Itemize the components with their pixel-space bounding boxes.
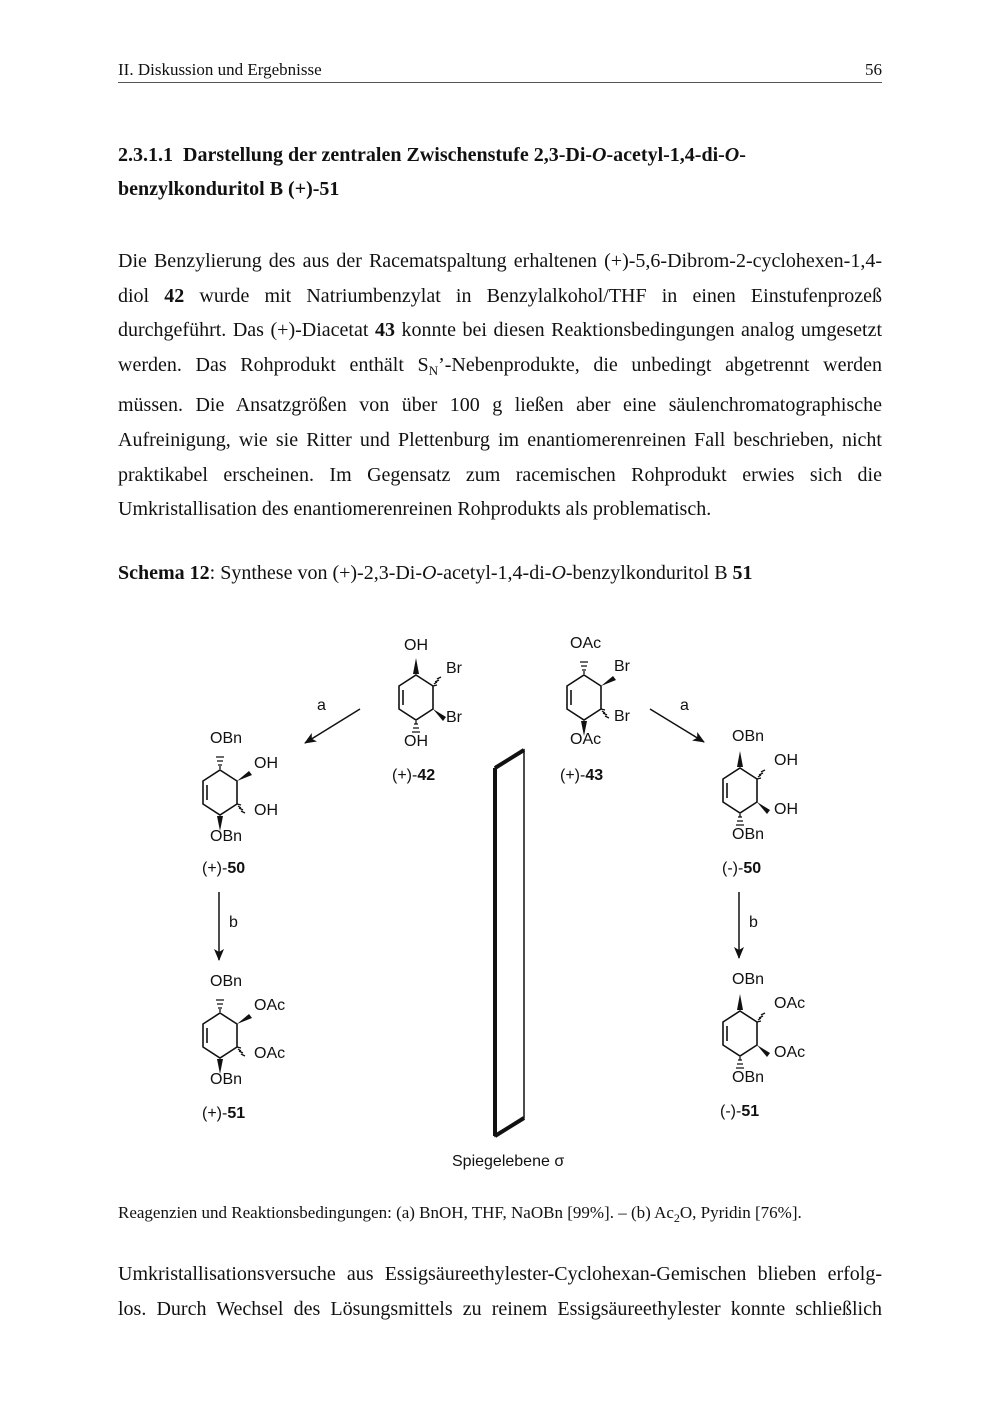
arrow-b-right	[739, 892, 758, 958]
reaction-scheme	[0, 600, 1000, 1180]
label-r2: OAc	[254, 1045, 286, 1062]
label-top: OAc	[570, 635, 602, 652]
label-r1: Br	[446, 660, 462, 677]
compound-label: (+)-42	[392, 767, 436, 784]
label-bottom: OH	[404, 733, 428, 750]
label-bottom: OAc	[570, 731, 602, 748]
ring-minus-51	[723, 994, 770, 1068]
arrow-label: b	[749, 914, 758, 931]
label-r1: OAc	[774, 995, 806, 1012]
ring-43	[567, 662, 616, 736]
compound-plus-51	[202, 973, 285, 1122]
label-r2: OH	[254, 802, 278, 819]
label-bottom: OBn	[210, 1071, 243, 1088]
label-bottom: OBn	[732, 1069, 765, 1086]
label-r2: OAc	[774, 1044, 806, 1061]
reagents-note: Reagenzien und Reaktionsbedingungen: (a) BnOH, THF, NaOBn [99%]. – (b) $Ac_2O$, Pyridin [76%].	[118, 1203, 802, 1225]
label-r2: Br	[614, 708, 630, 725]
label-bottom: OBn	[210, 828, 243, 845]
label-bottom: OBn	[732, 826, 765, 843]
label-r1: Br	[614, 658, 630, 675]
chapter-title: II. Diskussion und Ergebnisse	[118, 60, 322, 79]
compound-label: (-)-51	[720, 1103, 760, 1120]
arrow-label: a	[680, 697, 689, 714]
label-r1: OAc	[254, 997, 286, 1014]
compound-minus-51	[720, 971, 805, 1120]
ring-minus-50	[723, 751, 770, 825]
ring-plus-51	[203, 1000, 252, 1074]
section-number: 2.3.1.1	[118, 144, 173, 166]
ring-plus-50	[203, 757, 252, 831]
paragraph-2: Umkristallisationsversuche aus Essigsäureethylester-Cyclohexan-Gemischen blieben erfolg- los. Durch Wechsel des Lösungsmittels zu reinem Essigsäureethylester konnte schließlich	[118, 1263, 882, 1320]
compound-42	[392, 637, 463, 784]
label-top: OBn	[732, 728, 765, 745]
label-r1: OH	[254, 755, 278, 772]
mirror-plane	[452, 750, 564, 1170]
section-heading: 2.3.1.1 Darstellung der zentralen Zwischenstufe 2,3-Di-O-acetyl-1,4-di-O- benzylkonduritol B (+)-51	[118, 144, 746, 200]
compound-minus-50	[722, 728, 798, 877]
label-top: OBn	[210, 973, 243, 990]
compound-43	[560, 635, 631, 784]
running-header	[118, 60, 882, 83]
label-top: OBn	[210, 730, 243, 747]
paragraph-1: Die Benzylierung des aus der Racematspaltung erhaltenen (+)-5,6-Dibrom-2-cyclohexen-1,4- diol 42 wurde mit Natriumbenzylat in Benzylalkohol/THF in einen Einstufenprozeß durchgeführt. Das (+)-Diacetat 43 konnte bei diesen Reaktionsbedingungen analog umgesetzt werden. Das Rohprodukt enthält $S_N$’-Nebenprodukte, die unbedingt abgetrennt werden müssen. Die Ansatzgrößen von über 100 g ließen aber eine säulenchromatographische Aufreinigung, wie sie Ritter und Plettenburg im enantiomerenreinen Fall beschrieben, nicht praktikabel erscheinen. Im Gegensatz zum racemischen Rohprodukt erwies sich die Umkristallisation des enantiomerenreinen Rohprodukts als problematisch.	[118, 250, 882, 521]
label-r2: OH	[774, 801, 798, 818]
scheme-caption: Schema 12: Synthese von (+)-2,3-Di-O-acetyl-1,4-di-O-benzylkonduritol B 51	[118, 562, 753, 584]
ring-42	[399, 658, 446, 732]
mirror-label: Spiegelebene σ	[452, 1153, 565, 1170]
label-top: OBn	[732, 971, 765, 988]
compound-label: (+)-51	[202, 1105, 246, 1122]
arrow-b-left	[219, 892, 238, 960]
arrow-a-left	[305, 697, 360, 743]
arrow-label: a	[317, 697, 326, 714]
compound-label: (-)-50	[722, 860, 762, 877]
compound-plus-50	[202, 730, 278, 877]
label-r2: Br	[446, 709, 462, 726]
page-number: 56	[865, 60, 882, 79]
arrow-a-right	[650, 697, 704, 742]
compound-label: (+)-50	[202, 860, 246, 877]
arrow-label: b	[229, 914, 238, 931]
label-r1: OH	[774, 752, 798, 769]
compound-label: (+)-43	[560, 767, 604, 784]
label-top: OH	[404, 637, 428, 654]
